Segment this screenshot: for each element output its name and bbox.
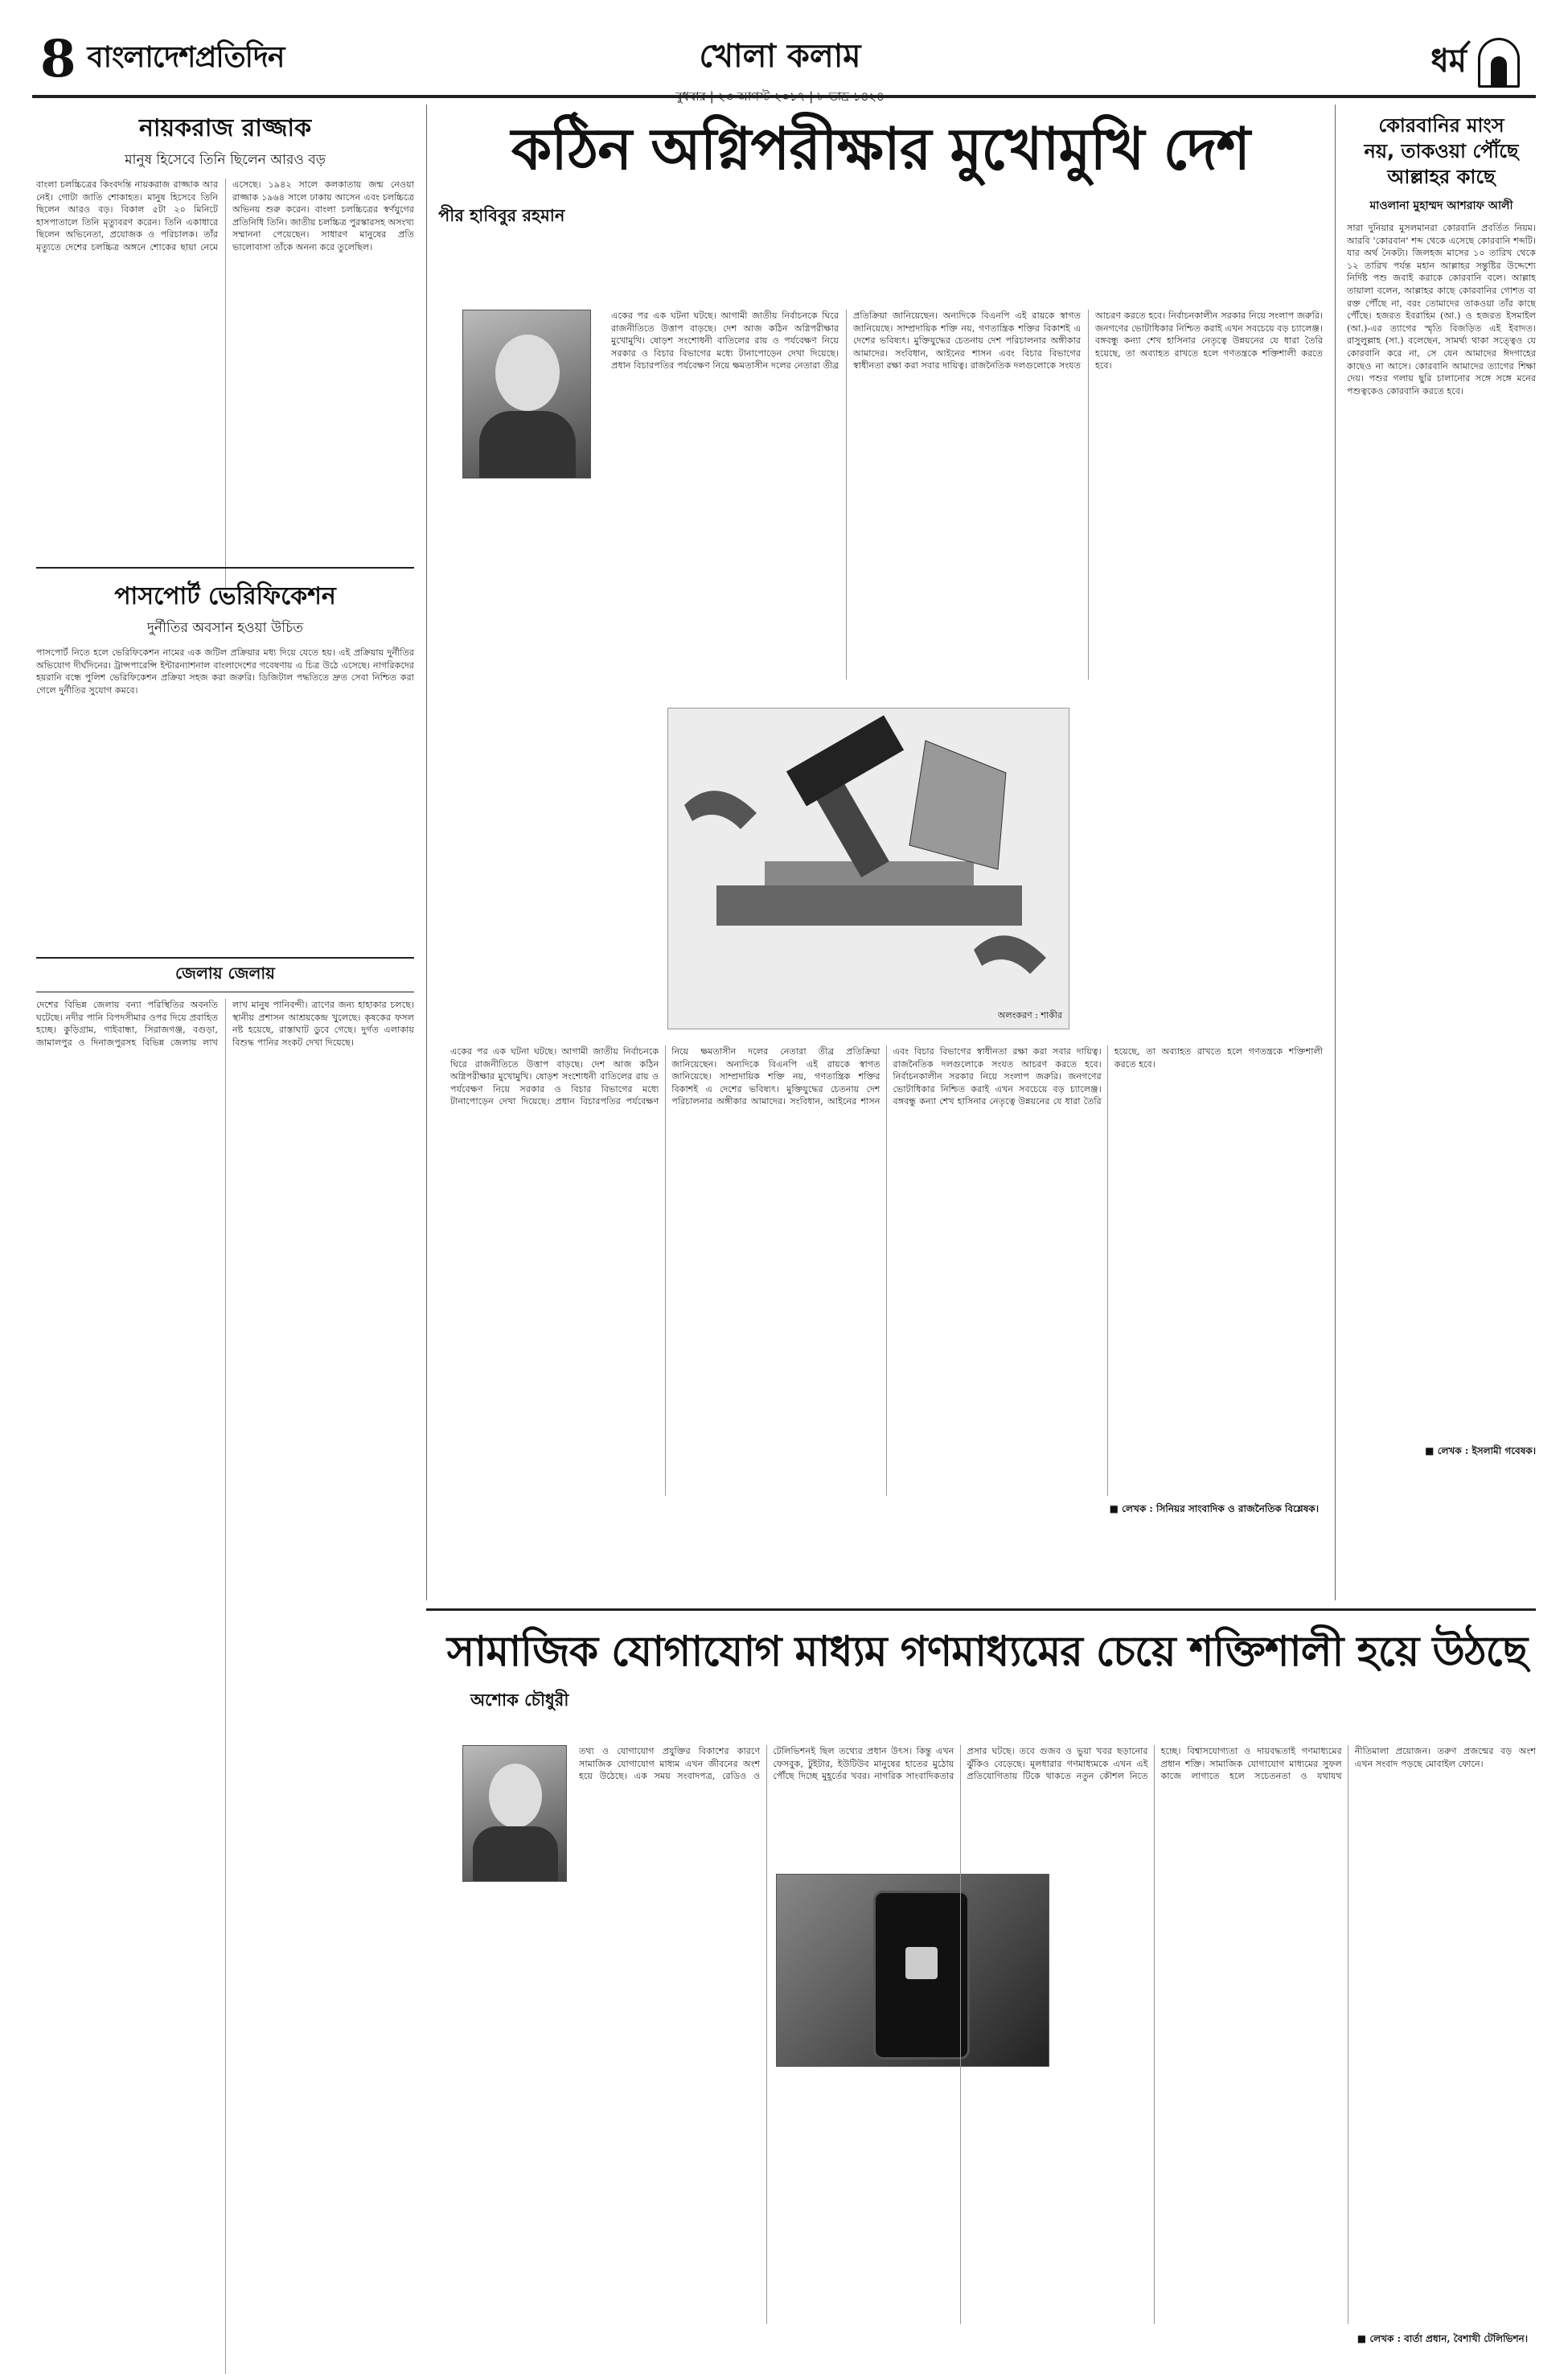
bottom-article (438, 1624, 1536, 1715)
article-byline: মাওলানা মুহাম্মদ আশরাফ আলী (1369, 199, 1513, 212)
article-body: দেশের বিভিন্ন জেলায় বন্যা পরিস্থিতির অবনতি ঘটেছে। নদীর পানি বিপদসীমার ওপর দিয়ে প্রবাহিত হচ্ছে। কুড়িগ্রাম, গাইবান্ধা, সিরাজগঞ্জ, বগুড়া, জামালপুর ও দিনাজপুরসহ বিভিন্ন জেলায় লাখ লাখ মানুষ পানিবন্দী। ত্রাণের জন্য হাহাকার চলছে। স্থানীয় প্রশাসন আশ্রয়কেন্দ্র খুলেছে। কৃষকের ফসল নষ্ট হয়েছে, রাস্তাঘাট ডুবে গেছে। দুর্গত এলাকায় বিশুদ্ধ পানির সংকট দেখা দিয়েছে। (36, 1000, 414, 1048)
main-article (438, 113, 1323, 231)
section-rule (426, 1608, 1536, 1611)
bottom-headline[interactable]: সামাজিক যোগাযোগ মাধ্যম গণমাধ্যমের চেয়ে শক্তিশালী হয়ে উঠছে (446, 1628, 1528, 1676)
article-subtitle: মানুষ হিসেবে তিনি ছিলেন আরও বড় (125, 152, 326, 168)
column-divider (426, 105, 427, 1600)
article-title-line[interactable]: কোরবানির মাংস (1378, 114, 1504, 137)
column-divider (1335, 105, 1336, 1600)
main-endnote: ■ লেখক : সিনিয়র সাংবাদিক ও রাজনৈতিক বিশ্লেষক। (1109, 1503, 1319, 1514)
bottom-endnote: ■ লেখক : বার্তা প্রধান, বৈশাখী টেলিভিশন। (1357, 2333, 1528, 2344)
article-title[interactable]: পাসপোর্ট ভেরিফিকেশন (36, 567, 414, 618)
mosque-icon (1478, 38, 1520, 88)
justice-illustration (667, 708, 1069, 1029)
author-photo (462, 1745, 567, 1882)
bottom-byline: অশোক চৌধুরী (470, 1690, 569, 1710)
article-endnote: ■ লেখক : ইসলামী গবেষক। (1425, 1445, 1536, 1456)
main-body-bottom: একের পর এক ঘটনা ঘটছে। আগামী জাতীয় নির্বাচনকে ঘিরে রাজনীতিতে উত্তাপ বাড়ছে। দেশ আজ কঠিন অগ্নিপরীক্ষার মুখোমুখি। ষোড়শ সংশোধনী বাতিলের রায় ও পর্যবেক্ষণ নিয়ে সরকার ও বিচার বিভাগের মধ্যে টানাপোড়েন দেখা দিয়েছে। প্রধান বিচারপতির পর্যবেক্ষণ নিয়ে ক্ষমতাসীন দলের নেতারা তীব্র প্রতিক্রিয়া জানিয়েছেন। অন্যদিকে বিএনপি এই রায়কে স্বাগত জানিয়েছে। সাম্প্রদায়িক শক্তি নয়, গণতান্ত্রিক শক্তির বিকাশই এ দেশের ভবিষ্যৎ। মুক্তিযুদ্ধের চেতনায় দেশ পরিচালনার অঙ্গীকার আমাদের। সংবিধান, আইনের শাসন এবং বিচার বিভাগের স্বাধীনতা রক্ষা করা সবার দায়িত্ব। রাজনৈতিক দলগুলোকে সংযত আচরণ করতে হবে। নির্বাচনকালীন সরকার নিয়ে সংলাপ জরুরি। জনগণের ভোটাধিকার নিশ্চিত করাই এখন সবচেয়ে বড় চ্যালেঞ্জ। বঙ্গবন্ধু কন্যা শেখ হাসিনার নেতৃত্বে উন্নয়নের যে ধারা তৈরি হয়েছে, তা অব্যাহত রাখতে হলে গণতন্ত্রকে শক্তিশালী করতে হবে। (450, 1046, 1323, 1107)
article-razzak (36, 109, 414, 589)
newspaper-brand[interactable]: বাংলাদেশপ্রতিদিন (87, 41, 285, 74)
article-subtitle: দুর্নীতির অবসান হওয়া উচিত (146, 620, 304, 636)
page-number: 8 (40, 29, 76, 89)
illustration-caption: অলংকরণ : শাকীর (997, 1010, 1062, 1021)
article-title[interactable]: জেলায় জেলায় (36, 957, 414, 992)
masthead-left (40, 29, 418, 89)
article-passport (36, 567, 414, 1012)
main-byline: পীর হাবিবুর রহমান (438, 206, 565, 225)
section-title: খোলা কলাম (699, 38, 861, 75)
article-body: বাংলা চলচ্চিত্রের কিংবদন্তি নায়করাজ রাজ্জাক আর নেই। গোটা জাতি শোকাহত। মানুষ হিসেবে তিনি ছিলেন আরও বড়। বিকাল ৫টা ২০ মিনিটে হাসপাতালে তিনি মৃত্যুবরণ করেন। তিনি একাধারে ছিলেন অভিনেতা, প্রযোজক ও পরিচালক। তাঁর মৃত্যুতে দেশের চলচ্চিত্র অঙ্গনে শোকের ছায়া নেমে এসেছে। ১৯৪২ সালে কলকাতায় জন্ম নেওয়া রাজ্জাক ১৯৬৪ সালে ঢাকায় আসেন এবং চলচ্চিত্রে অভিনয় শুরু করেন। বাংলা চলচ্চিত্রের স্বর্ণযুগের প্রতিনিধি তিনি। জাতীয় চলচ্চিত্র পুরস্কারসহ অসংখ্য সম্মাননা পেয়েছেন। সাধারণ মানুষের প্রতি ভালোবাসা তাঁকে অনন্য করে তুলেছিল। (36, 179, 414, 253)
article-title-line[interactable]: নয়, তাকওয়া পৌঁছে (1364, 140, 1519, 162)
bottom-body: তথ্য ও যোগাযোগ প্রযুক্তির বিকাশের কারণে সামাজিক যোগাযোগ মাধ্যম এখন জীবনের অংশ হয়ে উঠেছে। এক সময় সংবাদপত্র, রেডিও ও টেলিভিশনই ছিল তথ্যের প্রধান উৎস। কিন্তু এখন ফেসবুক, টুইটার, ইউটিউব মানুষের হাতের মুঠোয় পৌঁছে দিচ্ছে মুহূর্তের খবর। নাগরিক সাংবাদিকতার প্রসার ঘটছে। তবে গুজব ও ভুয়া খবর ছড়ানোর ঝুঁকিও বেড়েছে। মূলধারার গণমাধ্যমকে এখন এই প্রতিযোগিতায় টিকে থাকতে নতুন কৌশল নিতে হচ্ছে। বিশ্বাসযোগ্যতা ও দায়বদ্ধতাই গণমাধ্যমের প্রধান শক্তি। সামাজিক যোগাযোগ মাধ্যমের সুফল কাজে লাগাতে হলে সচেতনতা ও যথাযথ নীতিমালা প্রয়োজন। তরুণ প্রজন্মের বড় অংশ এখন সংবাদ পড়ছে মোবাইল ফোনে। (579, 1746, 1536, 1782)
masthead-rule (32, 95, 1536, 98)
main-body-top: একের পর এক ঘটনা ঘটছে। আগামী জাতীয় নির্বাচনকে ঘিরে রাজনীতিতে উত্তাপ বাড়ছে। দেশ আজ কঠিন অগ্নিপরীক্ষার মুখোমুখি। ষোড়শ সংশোধনী বাতিলের রায় ও পর্যবেক্ষণ নিয়ে সরকার ও বিচার বিভাগের মধ্যে টানাপোড়েন দেখা দিয়েছে। প্রধান বিচারপতির পর্যবেক্ষণ নিয়ে ক্ষমতাসীন দলের নেতারা তীব্র প্রতিক্রিয়া জানিয়েছেন। অন্যদিকে বিএনপি এই রায়কে স্বাগত জানিয়েছে। সাম্প্রদায়িক শক্তি নয়, গণতান্ত্রিক শক্তির বিকাশই এ দেশের ভবিষ্যৎ। মুক্তিযুদ্ধের চেতনায় দেশ পরিচালনার অঙ্গীকার আমাদের। সংবিধান, আইনের শাসন এবং বিচার বিভাগের স্বাধীনতা রক্ষা করা সবার দায়িত্ব। রাজনৈতিক দলগুলোকে সংযত আচরণ করতে হবে। নির্বাচনকালীন সরকার নিয়ে সংলাপ জরুরি। জনগণের ভোটাধিকার নিশ্চিত করাই এখন সবচেয়ে বড় চ্যালেঞ্জ। বঙ্গবন্ধু কন্যা শেখ হাসিনার নেতৃত্বে উন্নয়নের যে ধারা তৈরি হয়েছে, তা অব্যাহত রাখতে হলে গণতন্ত্রকে শক্তিশালী করতে হবে। (611, 310, 1323, 372)
author-photo (462, 310, 591, 478)
masthead-right (1287, 35, 1520, 89)
article-districts (36, 957, 414, 2374)
article-title-line[interactable]: আল্লাহর কাছে (1387, 166, 1496, 188)
religion-section-title: ধর্ম (1430, 43, 1467, 80)
article-korbani (1347, 113, 1536, 1460)
article-title[interactable]: নায়করাজ রাজ্জাক (138, 114, 312, 142)
main-headline[interactable]: কঠিন অগ্নিপরীক্ষার মুখোমুখি দেশ (511, 115, 1250, 183)
article-body: সারা দুনিয়ার মুসলমানরা কোরবানি প্রবর্তিত নিয়ম। আরবি 'কোরবান' শব্দ থেকে এসেছে কোরবানি শব্দটি। যার অর্থ নৈকট্য। জিলহজ মাসের ১০ তারিখ থেকে ১২ তারিখ পর্যন্ত মহান আল্লাহর সন্তুষ্টির উদ্দেশ্যে নির্দিষ্ট পশু জবাই করাকে কোরবানি বলে। আল্লাহ তায়ালা বলেন, আল্লাহর কাছে কোরবানির গোশত বা রক্ত পৌঁছে না, বরং তোমাদের তাকওয়া তাঁর কাছে পৌঁছে। হজরত ইবরাহিম (আ.) ও হজরত ইসমাইল (আ.)-এর ত্যাগের স্মৃতি বিজড়িত এই ইবাদত। রাসুলুল্লাহ (সা.) বলেছেন, সামর্থ্য থাকা সত্ত্বেও যে কোরবানি করে না, সে যেন আমাদের ঈদগাহের কাছেও না আসে। কোরবানি আমাদের ত্যাগের শিক্ষা দেয়। পশুর গলায় ছুরি চালানোর সঙ্গে সঙ্গে মনের পশুত্বকেও কোরবানি করতে হবে। (1347, 223, 1536, 396)
article-body: পাসপোর্ট নিতে হলে ভেরিফিকেশন নামের এক জটিল প্রক্রিয়ার মধ্য দিয়ে যেতে হয়। এই প্রক্রিয়ায় দুর্নীতির অভিযোগ দীর্ঘদিনের। ট্রান্সপারেন্সি ইন্টারন্যাশনাল বাংলাদেশের গবেষণায় এ চিত্র উঠে এসেছে। নাগরিকদের হয়রানি বন্ধে পুলিশ ভেরিফিকেশন প্রক্রিয়া সহজ করা জরুরি। ডিজিটাল পদ্ধতিতে দ্রুত সেবা নিশ্চিত করা গেলে দুর্নীতির সুযোগ কমবে। (36, 647, 414, 696)
